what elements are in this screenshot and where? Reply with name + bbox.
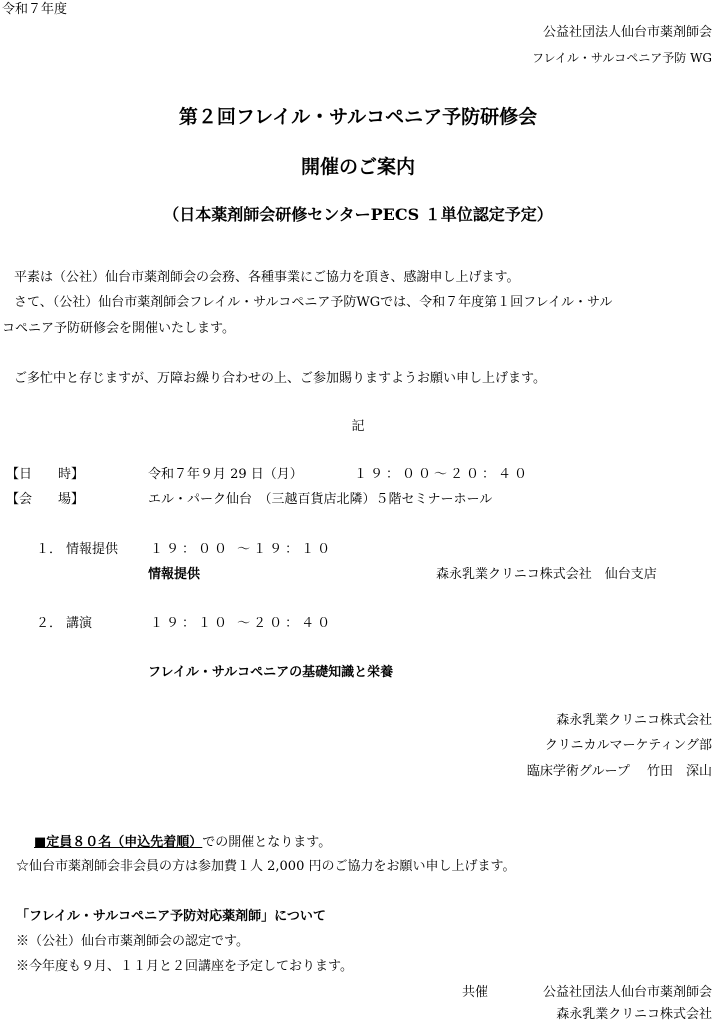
date-value: 令和７年９月 29 日（月）: [148, 467, 303, 482]
lecture-title: フレイル・サルコペニアの基礎知識と栄養: [148, 665, 394, 680]
venue-label: 【会 場】: [6, 492, 85, 507]
cohost-2: 森永乳業クリニコ株式会社: [556, 1007, 712, 1022]
org-name: 公益社団法人仙台市薬剤師会: [542, 25, 712, 40]
cert-note1: ※（公社）仙台市薬剤師会の認定です。: [16, 934, 249, 949]
item2-number: ２．: [36, 616, 63, 631]
capacity-rest: での開催となります。: [202, 835, 332, 850]
item1-label: 情報提供: [66, 542, 119, 557]
page-title: 第２回フレイル・サルコペニア予防研修会: [178, 106, 538, 128]
cert-note2: ※今年度も９月、１１月と２回講座を予定しております。: [16, 959, 353, 974]
cert-heading: 「フレイル・サルコペニア予防対応薬剤師」について: [16, 909, 326, 924]
wg-name: フレイル・サルコペニア予防 WG: [531, 51, 712, 65]
page-subtitle: 開催のご案内: [300, 156, 415, 178]
greeting-paragraph: 平素は（公社）仙台市薬剤師会の会務、各種事業にご協力を頂き、感謝申し上げます。: [14, 270, 520, 285]
capacity-bold: ■定員８０名（申込先着順）: [34, 835, 203, 850]
time-value: １９：００～２０：４０: [354, 467, 531, 482]
cohost-1: 公益社団法人仙台市薬剤師会: [542, 985, 712, 1000]
capacity-line: [34, 836, 331, 849]
cohost-label: 共催: [462, 985, 489, 1000]
venue-value: エル・パーク仙台 （三越百貨店北隣）５階セミナーホール: [148, 492, 493, 507]
date-label: 【日 時】: [6, 467, 85, 482]
request-paragraph: ご多忙中と存じますが、万障お繰り合わせの上、ご参加賜りますようお願い申し上げます。: [14, 371, 546, 386]
speaker-group-names: 臨床学術グループ 竹田 深山: [526, 764, 712, 779]
fee-note: ☆仙台市薬剤師会非会員の方は参加費１人 2,000 円のご協力をお願い申し上げます。: [16, 859, 516, 874]
fiscal-year: 令和７年度: [2, 2, 68, 17]
speaker-company: 森永乳業クリニコ株式会社: [556, 713, 712, 728]
credit-note: （日本薬剤師会研修センターPECS １単位認定予定）: [163, 205, 553, 224]
item1-org: 森永乳業クリニコ株式会社 仙台支店: [436, 567, 657, 582]
item2-time: １９：１０ ～２０：４０: [150, 616, 334, 631]
item1-number: １．: [36, 542, 63, 557]
speaker-department: クリニカルマーケティング部: [544, 738, 712, 753]
intro-paragraph-line2: コペニア予防研修会を開催いたします。: [2, 321, 235, 336]
item2-label: 講演: [66, 616, 93, 631]
ki-marker: 記: [351, 419, 365, 434]
intro-paragraph-line1: さて、（公社）仙台市薬剤師会フレイル・サルコペニア予防WGでは、令和７年度第１回フレイル・サル: [14, 295, 613, 310]
item1-title: 情報提供: [148, 567, 201, 582]
item1-time: １９：００ ～１９：１０: [150, 542, 334, 557]
